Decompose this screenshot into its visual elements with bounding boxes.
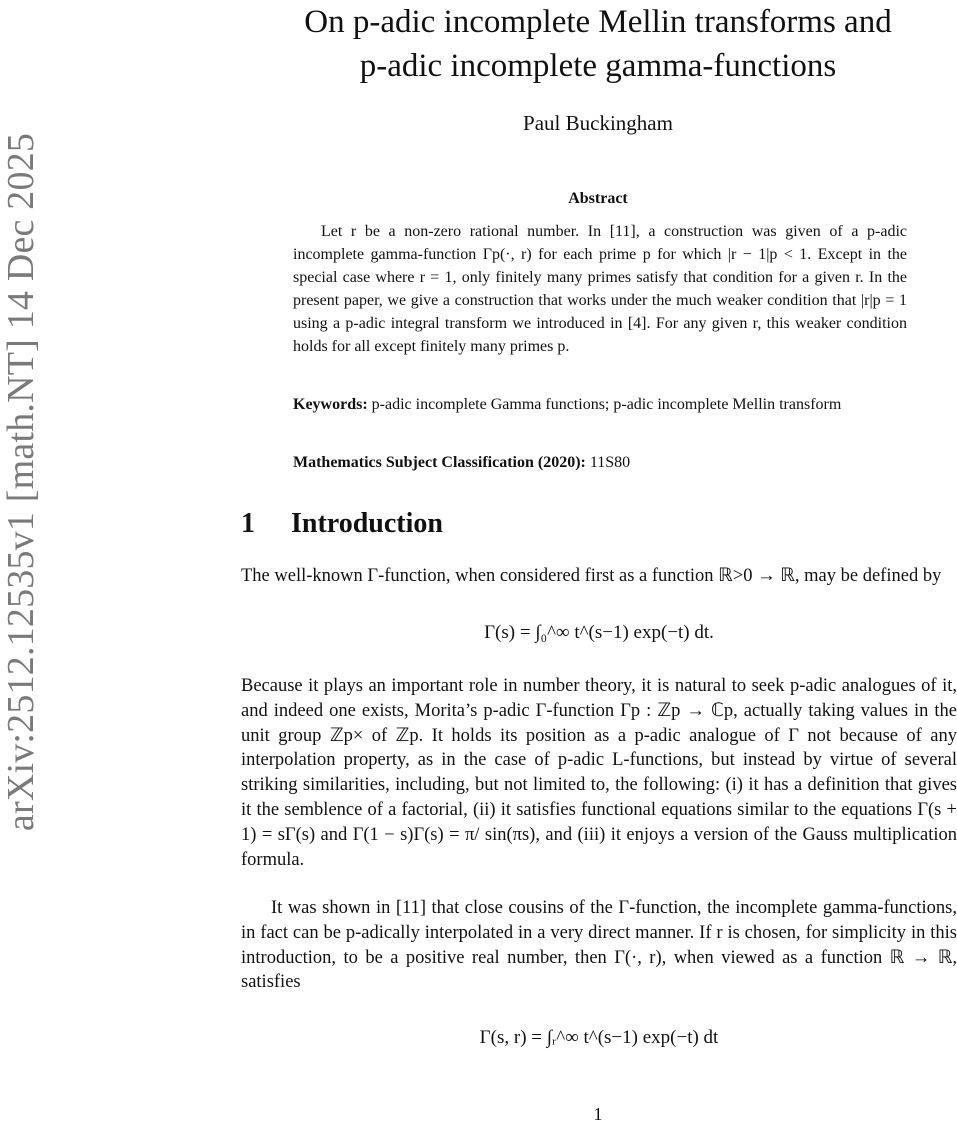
abstract-text: Let r be a non-zero rational number. In [11], a construction was given of a p-adic incomplete gamma-function Γp(·, r) for each prime p for which |r − 1|p < 1. Except in the special case where r = 1, only finitely many primes satisfy that condition for a given r. In the present paper, we give a construction that works under the much weaker condition that |r|p = 1 using a p-adic integral transform we introduced in [4]. For any given r, this weaker condition holds for all except finitely many primes p. — [293, 223, 907, 355]
msc-classification — [293, 451, 913, 474]
keywords-text: p-adic incomplete Gamma functions; p-adic incomplete Mellin transform — [371, 396, 842, 413]
section-heading — [241, 508, 443, 540]
msc-code: 11S80 — [589, 454, 631, 471]
msc-label: Mathematics Subject Classification (2020): — [293, 454, 586, 471]
arxiv-identifier — [2, 92, 40, 872]
keywords-label: Keywords: — [293, 396, 368, 413]
paragraph-2: Because it plays an important role in number theory, it is natural to seek p-adic analogues of it, and indeed one exists, Morita’s p-adic Γ-function Γp : ℤp → ℂp, actually taking values in the unit group ℤp× of ℤp. It holds its position as a p-adic analogue of Γ not because of any interpolation property, as in the case of p-adic L-functions, but instead by virtue of several striking similarities, including, but not limited to, the following: (i) it has a definition that gives it the semblence of a factorial, (ii) it satisfies functional equations similar to the equations Γ(s + 1) = sΓ(s) and Γ(1 − s)Γ(s) = π/ sin(πs), and (iii) it enjoys a version of the Gauss multiplication formula. — [241, 676, 957, 870]
keywords — [293, 393, 913, 416]
abstract-heading: Abstract — [568, 190, 628, 207]
paragraph-3: It was shown in [11] that close cousins of the Γ-function, the incomplete gamma-functions, in fact can be p-adically interpolated in a very direct manner. If r is chosen, for simplicity in this introduction, to be a positive real number, then Γ(·, r), when viewed as a function ℝ → ℝ, satisfies — [241, 898, 957, 993]
equation-incomplete-gamma: Γ(s, r) = ∫ᵣ^∞ t^(s−1) exp(−t) dt — [479, 1027, 719, 1048]
equation-gamma-definition: Γ(s) = ∫₀^∞ t^(s−1) exp(−t) dt. — [484, 622, 714, 643]
arxiv-identifier-text: arXiv:2512.12535v1 [math.NT] 14 Dec 2025 — [0, 132, 42, 832]
title-line-1: On p-adic incomplete Mellin transforms and — [304, 4, 892, 40]
paragraph-1: The well-known Γ-function, when considered first as a function ℝ>0 → ℝ, may be defined by — [241, 566, 942, 586]
section-title: Introduction — [291, 508, 443, 539]
author-name: Paul Buckingham — [523, 111, 673, 135]
paper-title — [240, 0, 956, 88]
title-line-2: p-adic incomplete gamma-functions — [359, 48, 837, 84]
section-number: 1 — [241, 508, 255, 539]
page-number: 1 — [593, 1104, 603, 1124]
